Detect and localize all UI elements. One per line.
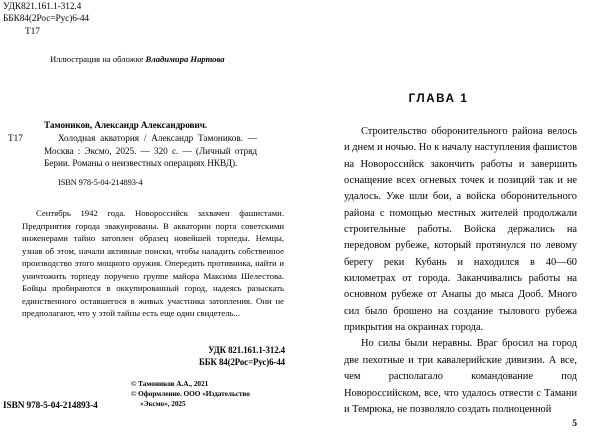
page-number: 5 — [572, 418, 577, 429]
copyright-block — [131, 379, 250, 410]
classification-block — [3, 1, 89, 38]
shelfmark-code: Т17 — [25, 26, 40, 37]
body-paragraph: Но силы были неравны. Враг бросил на город две пехотные и три кавалерийские дивизии. А все, чем располагало командование под Новороссийском, все, что удалось отвести с Тамани и Темрюка, не позволяло создать полноценной — [344, 338, 577, 415]
recto-page — [300, 0, 600, 438]
illustration-credit — [50, 53, 225, 65]
bbk-footer-code: ББК 84(2Рос=Рус)6-44 — [198, 357, 285, 368]
catalog-description: Холодная акватория / Александр Тамоников. — Москва : Эксмо, 2025. — 320 с. — (Личный отряд Берии. Романы о неизвестных операциях НКВД). — [44, 133, 257, 169]
catalog-author: Тамоников, Александр Александрович. — [44, 120, 208, 130]
body-paragraph: Строительство оборонительного района велось и днем и ночью. Но к началу наступления фашистов на Новороссийск закончить работы и завершить оснащение всех огневых точек и позиций так и не удалось. Уже шли бои, а войска оборонительного района с помощью местных жителей продолжали строительные работы. Войска держались на передовом рубеже, который протянулся по левому берегу реки Кубань и находился в 40—60 километрах от города. Заканчивались работы на основном рубеже от Анапы до мыса Дооб. Много сил было брошено на создание тылового рубежа прикрытия на окраинах города. — [344, 126, 577, 334]
catalog-isbn: ISBN 978-5-04-214893-4 — [58, 177, 143, 187]
catalog-body — [8, 132, 293, 170]
catalog-block — [8, 119, 293, 189]
bbk-code: ББК84(2Рос=Рус)6-44 — [3, 14, 90, 25]
book-annotation: Сентябрь 1942 года. Новороссийск захвачен фашистами. Предприятия города эвакуированы. В акватории порта советскими инженерами тайно затоплен образец новейшей торпеды. Немцы, узнав об этом, начали активные поиски, чтобы наладить собственное производство этого мощного оружия. Опередить противника, найти и уничтожить торпеду поручено группе майора Максима Шелестова. Бойцы пробираются в оккупированный город, надеясь разыскать единственного оставшегося в живых участника затопления. Они не предполагают, что у этой тайны есть еще один свидетель... — [22, 208, 284, 319]
copyright-line-publisher: «Эксмо», 2025 — [140, 399, 186, 409]
udk-code: УДК821.161.1-312.4 — [3, 2, 82, 12]
copyright-line-author: © Тамоников А.А., 2021 — [131, 379, 209, 388]
chapter-body-text — [344, 124, 577, 418]
udk-footer-code: УДК 821.161.1-312.4 — [208, 345, 285, 355]
isbn-footer: ISBN 978-5-04-214893-4 — [3, 401, 98, 411]
illustration-artist-name: Владимира Нартова — [145, 54, 225, 64]
illustration-credit-prefix: Иллюстрация на обложке — [50, 54, 146, 64]
catalog-shelfmark: Т17 — [8, 133, 23, 143]
udk-footer-block — [0, 344, 285, 369]
chapter-title: ГЛАВА 1 — [408, 92, 469, 105]
copyright-line-design: © Оформление. ООО «Издательство — [131, 389, 250, 399]
